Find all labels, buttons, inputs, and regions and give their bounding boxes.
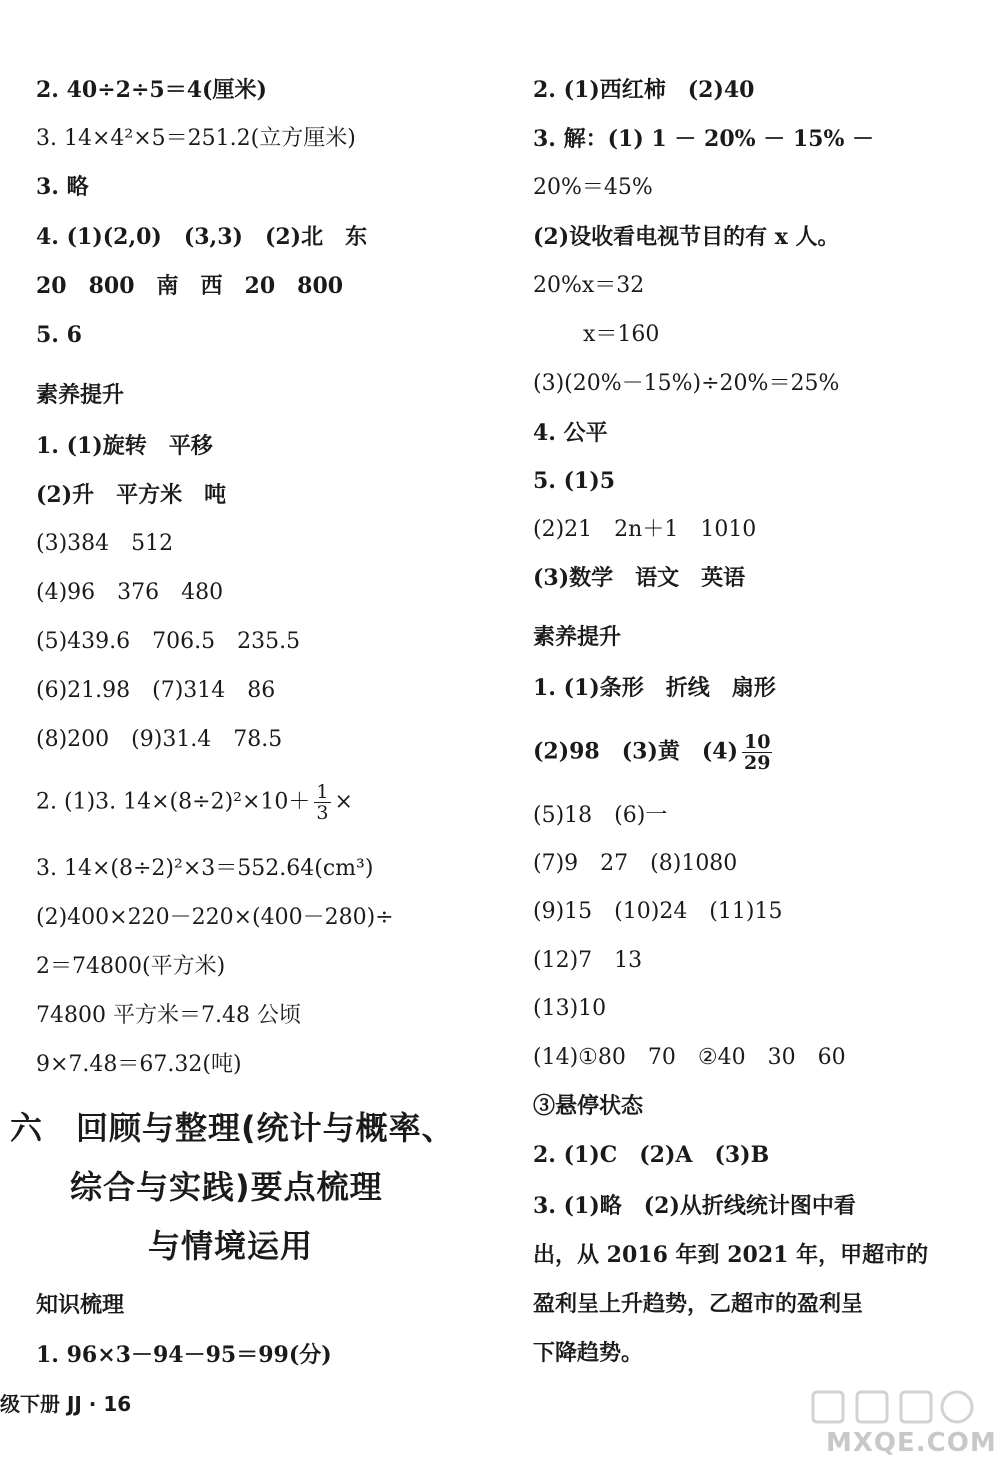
answer-line: 2＝74800(平方米)	[36, 954, 226, 979]
section-heading: 素养提升	[533, 625, 622, 650]
answer-line: (5)439.6 706.5 235.5	[36, 629, 301, 654]
answer-line: (9)15 (10)24 (11)15	[533, 899, 783, 924]
answer-line: 3. (1)略 (2)从折线统计图中看	[533, 1193, 856, 1219]
answer-line: 3. 14×4²×5＝251.2(立方厘米)	[36, 126, 356, 151]
answer-line: 9×7.48＝67.32(吨)	[36, 1052, 242, 1077]
answer-line: 3. 14×(8÷2)²×3＝552.64(cm³)	[36, 856, 374, 881]
watermark-glyphs	[813, 1392, 972, 1422]
answer-line: (2)升 平方米 吨	[36, 482, 227, 508]
answer-line: 2. 40÷2÷5＝4(厘米)	[36, 77, 267, 103]
answer-line: (3)384 512	[36, 531, 174, 556]
fraction	[742, 732, 772, 773]
answer-line: 1. (1)旋转 平移	[36, 433, 213, 459]
answer-line: 2. (1)C (2)A (3)B	[533, 1142, 770, 1168]
answer-line: (12)7 13	[533, 948, 643, 973]
formula-line	[36, 782, 353, 823]
answer-line: (7)9 27 (8)1080	[533, 851, 738, 876]
chapter-title: 与情境运用	[148, 1227, 314, 1265]
fraction-line	[533, 732, 776, 773]
answer-line: 出，从 2016 年到 2021 年，甲超市的	[533, 1242, 929, 1268]
answer-line: (13)10	[533, 996, 607, 1021]
section-heading: 素养提升	[36, 383, 125, 408]
answer-line: (3)(20%－15%)÷20%＝25%	[533, 371, 840, 396]
answer-line: 1. (1)条形 折线 扇形	[533, 675, 776, 701]
answer-line: 下降趋势。	[533, 1340, 644, 1366]
answer-line: 4. 公平	[533, 420, 608, 446]
answer-line: (2)设收看电视节目的有 x 人。	[533, 224, 840, 250]
fraction-numerator: 10	[744, 731, 771, 753]
fraction-numerator: 1	[316, 781, 329, 803]
fraction-denominator: 3	[316, 802, 329, 824]
formula-text: 2. (1)3. 14×(8÷2)²×10＋	[36, 789, 311, 815]
page-footer: 级下册 JJ · 16	[0, 1392, 132, 1416]
answer-line: (3)数学 语文 英语	[533, 565, 746, 591]
answer-line: 5. (1)5	[533, 468, 616, 494]
answer-line: 74800 平方米＝7.48 公顷	[36, 1003, 301, 1028]
answer-line: (5)18 (6)一	[533, 803, 668, 828]
answer-line: (14)①80 70 ②40 30 60	[533, 1045, 846, 1070]
answer-line: 20%＝45%	[533, 175, 653, 200]
answer-line: 盈利呈上升趋势，乙超市的盈利呈	[533, 1291, 864, 1317]
answer-line: (8)200 (9)31.4 78.5	[36, 727, 283, 752]
answer-line: 4. (1)(2,0) (3,3) (2)北 东	[36, 224, 368, 250]
answer-line: 20%x＝32	[533, 273, 645, 298]
chapter-title: 综合与实践)要点梳理	[70, 1168, 383, 1206]
answer-line: x＝160	[583, 322, 660, 347]
fraction-denominator: 29	[744, 752, 771, 774]
answer-line: 20 800 南 西 20 800	[36, 273, 344, 299]
answer-line: 5. 6	[36, 322, 82, 348]
answer-line: (2)400×220－220×(400－280)÷	[36, 905, 394, 930]
answer-line: ③悬停状态	[533, 1093, 644, 1119]
answer-line: (4)96 376 480	[36, 580, 224, 605]
fraction-line-text: (2)98 (3)黄 (4)	[533, 738, 738, 765]
answer-line: 3. 略	[36, 174, 89, 200]
answer-line: (6)21.98 (7)314 86	[36, 678, 276, 703]
answer-line: 2. (1)西红柿 (2)40	[533, 77, 755, 103]
answer-line: (2)21 2n＋1 1010	[533, 517, 757, 542]
fraction	[314, 782, 330, 823]
section-heading: 知识梳理	[36, 1293, 125, 1318]
answer-line: 1. 96×3－94－95＝99(分)	[36, 1342, 332, 1368]
answer-line: 3. 解：(1) 1 － 20% － 15% －	[533, 126, 875, 152]
chapter-title: 六 回顾与整理(统计与概率、	[10, 1109, 455, 1147]
formula-text: ×	[334, 789, 353, 815]
watermark-text: MXQE.COM	[826, 1428, 997, 1458]
